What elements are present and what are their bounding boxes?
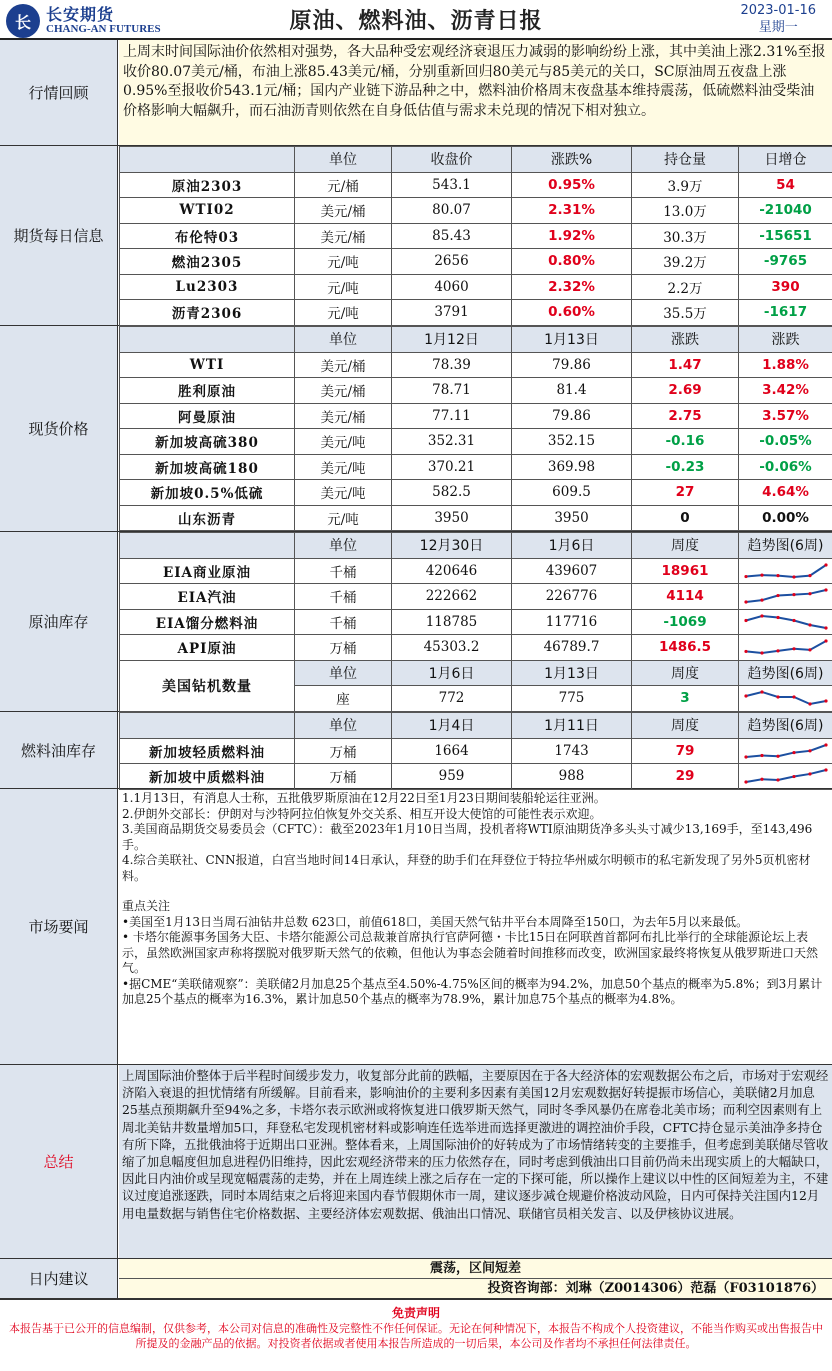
focus-title: 重点关注	[122, 899, 171, 913]
advice-box	[119, 1259, 832, 1298]
section-label: 市场要闻	[0, 789, 118, 1064]
table-cell: 千桶	[295, 609, 392, 635]
trend-cell	[739, 558, 832, 584]
trend-point	[824, 626, 827, 629]
trend-point	[776, 616, 779, 619]
fuel-inventory-table	[119, 712, 832, 790]
spot-table	[119, 326, 832, 531]
section-label: 燃料油库存	[0, 712, 118, 788]
trend-line	[746, 770, 826, 782]
company-logo-icon: 长	[6, 4, 40, 38]
trend-point	[776, 574, 779, 577]
trend-line	[746, 692, 826, 704]
change-pct: -0.05%	[739, 429, 832, 455]
summary-text: 上周国际油价整体于后半程时间缓步发力，收复部分此前的跌幅，主要原因在于各大经济体的宏观数据公布之后，市场对于宏观经济陷入衰退的担忧情绪有所缓解。目前看来，影响油价的主要利多因素有美国12月宏观数据好转提振市场信心，美联储2月加息25基点预期飙升至94%之多，卡塔尔表示欧洲或将恢复进口俄罗斯天然气，同时冬季风暴仍在席卷北美市场；而利空因素则有上周北美钻井数量增加5口，拜登私宅发现机密材料或影响连任选举进而选择更激进的调控油价手段，CFTC持仓显示美油净多持仓有所下降，五批俄油将于近期出口亚洲。整体看来，上周国际油价的好转成为了市场情绪转变的主要推手，但考虑到美联储尽管收缩了加息幅度但加息进程仍旧维持，因此宏观经济带来的压力依然存在，同时考虑到俄油出口目前仍尚未出现实质上的大幅缺口，因此日内油价或呈现宽幅震荡的走势，并在上周连续上涨之后存在一定的下探可能，所以操作上建议以中性的区间短差为主，不建议过度追涨逐跌，同时本周结束之后将迎来国内春节假期休市一周，建议逐步减仓规避价格波动风险，日内可保持关注国内12月用电量数据与销售住宅价格数据、主要经济体宏观数据、俄油出口情况、联储官员相关发言、以及伊核协议进展。	[119, 1065, 832, 1258]
trend-line	[746, 616, 826, 628]
trend-line	[746, 745, 826, 757]
trend-point	[824, 563, 827, 566]
table-header-row	[120, 713, 832, 739]
table-cell: 959	[392, 764, 512, 790]
table-cell: 81.4	[512, 378, 632, 404]
trend-sparkline	[742, 689, 830, 707]
trend-point	[824, 700, 827, 703]
trend-sparkline	[742, 613, 830, 631]
change-pct: 3.42%	[739, 378, 832, 404]
table-cell: 13.0万	[632, 198, 739, 224]
market-review-section	[0, 40, 832, 146]
column-header: 持仓量	[632, 147, 739, 173]
trend-point	[760, 652, 763, 655]
trend-point	[760, 778, 763, 781]
weekly-change: 29	[632, 764, 739, 790]
table-cell: 座	[295, 686, 392, 712]
inventory-name: EIA馏分燃料油	[120, 609, 295, 635]
change-value: -0.23	[632, 454, 739, 480]
rig-count-label: 美国钻机数量	[120, 660, 295, 711]
disclaimer	[0, 1300, 832, 1351]
trend-point	[792, 775, 795, 778]
table-row	[120, 300, 832, 326]
change-pct: 4.64%	[739, 480, 832, 506]
table-cell: 千桶	[295, 584, 392, 610]
change-pct: 2.31%	[512, 198, 632, 224]
column-header: 单位	[295, 533, 392, 559]
brand-name-cn: 长安期货	[46, 5, 115, 24]
focus-item: •据CME“美联储观察”：美联储2月加息25个基点至4.50%-4.75%区间的概率为94.2%，加息50个基点的概率为5.8%；到3月累计加息25个基点的概率为16.3%，累计加息50个基点的概率为78.9%，累计加息75个基点的概率为4.8%。	[122, 976, 823, 1006]
spot-name: WTI	[120, 352, 295, 378]
column-header: 1月6日	[392, 660, 512, 686]
table-cell: 2.2万	[632, 274, 739, 300]
spot-name: 山东沥青	[120, 505, 295, 531]
table-row	[120, 609, 832, 635]
trend-point	[760, 614, 763, 617]
focus-item: •美国至1月13日当周石油钻井总数 623口，前值618口，美国天然气钻井平台本周降至150口，为去年5月以来最低。	[122, 914, 749, 929]
column-header: 趋势图(6周)	[739, 660, 832, 686]
futures-section	[0, 146, 832, 326]
table-cell: 609.5	[512, 480, 632, 506]
table-cell: 万桶	[295, 738, 392, 764]
trend-point	[824, 743, 827, 746]
change-value: 1.47	[632, 352, 739, 378]
trend-point	[792, 619, 795, 622]
trend-cell	[739, 609, 832, 635]
spot-name: 新加坡高硫180	[120, 454, 295, 480]
trend-point	[808, 574, 811, 577]
daily-oi-change: -15651	[739, 223, 832, 249]
trend-point	[744, 650, 747, 653]
table-cell: 77.11	[392, 403, 512, 429]
weekly-change: 79	[632, 738, 739, 764]
trend-point	[776, 754, 779, 757]
table-row	[120, 223, 832, 249]
change-pct: 1.88%	[739, 352, 832, 378]
change-pct: 0.80%	[512, 249, 632, 275]
column-header: 涨跌	[739, 327, 832, 353]
advice-section	[0, 1259, 832, 1300]
contract-name: Lu2303	[120, 274, 295, 300]
weekly-change: 1486.5	[632, 635, 739, 661]
table-cell: 元/吨	[295, 249, 392, 275]
contract-name: 燃油2305	[120, 249, 295, 275]
weekly-change: 18961	[632, 558, 739, 584]
change-value: -0.16	[632, 429, 739, 455]
weekday-value: 星期一	[758, 20, 798, 35]
column-header: 1月13日	[512, 327, 632, 353]
column-header: 涨跌	[632, 327, 739, 353]
column-header: 收盘价	[392, 147, 512, 173]
inventory-name: API原油	[120, 635, 295, 661]
column-header: 1月11日	[512, 713, 632, 739]
trend-point	[824, 640, 827, 643]
trend-point	[776, 650, 779, 653]
section-label: 现货价格	[0, 326, 118, 531]
trend-point	[760, 691, 763, 694]
trend-point	[776, 696, 779, 699]
trend-point	[824, 769, 827, 772]
trend-sparkline	[742, 742, 830, 760]
spot-name: 胜利原油	[120, 378, 295, 404]
table-row	[120, 454, 832, 480]
table-row	[120, 274, 832, 300]
table-cell: 万桶	[295, 635, 392, 661]
column-header: 周度	[632, 660, 739, 686]
table-row	[120, 480, 832, 506]
table-cell: 美元/桶	[295, 378, 392, 404]
change-pct: 3.57%	[739, 403, 832, 429]
trend-line	[746, 590, 826, 602]
column-header: 1月13日	[512, 660, 632, 686]
table-cell: 美元/桶	[295, 352, 392, 378]
table-cell: 775	[512, 686, 632, 712]
trend-point	[792, 575, 795, 578]
trend-cell	[739, 584, 832, 610]
table-cell: 45303.2	[392, 635, 512, 661]
column-header	[120, 533, 295, 559]
table-cell: 元/吨	[295, 300, 392, 326]
trend-point	[824, 589, 827, 592]
column-header: 趋势图(6周)	[739, 533, 832, 559]
disclaimer-text: 本报告基于已公开的信息编制，仅供参考，本公司对信息的准确性及完整性不作任何保证。无论在何种情况下，本报告不构成个人投资建议，不能当作购买或出售报告中所提及的金融产品的依据。对投资者依据或者使用本报告所造成的一切后果，本公司及作者均不承担任何法律责任。	[9, 1322, 823, 1350]
table-row	[120, 635, 832, 661]
table-row	[120, 764, 832, 790]
advice-text: 震荡，区间短差	[119, 1259, 832, 1279]
news-item: 4.综合美联社、CNN报道，白宫当地时间14日承认，拜登的助手们在拜登位于特拉华州威尔明顿市的私宅新发现了另外5页机密材料。	[122, 853, 811, 883]
table-cell: 439607	[512, 558, 632, 584]
column-header: 趋势图(6周)	[739, 713, 832, 739]
table-cell: 80.07	[392, 198, 512, 224]
column-header: 1月12日	[392, 327, 512, 353]
table-cell: 美元/桶	[295, 223, 392, 249]
report-date	[740, 2, 816, 36]
trend-point	[792, 647, 795, 650]
table-row	[120, 172, 832, 198]
section-label: 总结	[0, 1065, 118, 1258]
column-header: 单位	[295, 660, 392, 686]
table-cell: 元/吨	[295, 505, 392, 531]
table-cell: 美元/桶	[295, 198, 392, 224]
change-pct: 0.95%	[512, 172, 632, 198]
inventory-name: EIA商业原油	[120, 558, 295, 584]
table-cell: 78.71	[392, 378, 512, 404]
trend-point	[792, 751, 795, 754]
weekly-change: 3	[632, 686, 739, 712]
trend-point	[808, 623, 811, 626]
table-cell: 420646	[392, 558, 512, 584]
trend-sparkline	[742, 638, 830, 656]
table-cell: 988	[512, 764, 632, 790]
table-cell: 3950	[392, 505, 512, 531]
table-cell: 226776	[512, 584, 632, 610]
column-header: 1月6日	[512, 533, 632, 559]
table-row	[120, 505, 832, 531]
news-section	[0, 789, 832, 1065]
crude-inventory-table	[119, 532, 832, 712]
table-cell: 美元/桶	[295, 403, 392, 429]
daily-oi-change: -21040	[739, 198, 832, 224]
trend-cell	[739, 764, 832, 790]
fuel-inventory-section	[0, 712, 832, 789]
contract-name: 沥青2306	[120, 300, 295, 326]
table-cell: 美元/吨	[295, 429, 392, 455]
daily-oi-change: 390	[739, 274, 832, 300]
table-cell: 30.3万	[632, 223, 739, 249]
analyst-info: 投资咨询部：刘琳（Z0014306）范磊（F03101876）	[487, 1281, 824, 1296]
trend-point	[744, 781, 747, 784]
spot-name: 新加坡0.5%低硫	[120, 480, 295, 506]
news-item: 1.1月13日，有消息人士称，五批俄罗斯原油在12月22日至1月23日期间装船轮运往亚洲。	[122, 791, 606, 805]
column-header	[120, 327, 295, 353]
table-cell: 352.15	[512, 429, 632, 455]
table-header-row	[120, 533, 832, 559]
trend-point	[808, 703, 811, 706]
daily-oi-change: -9765	[739, 249, 832, 275]
contract-name: 原油2303	[120, 172, 295, 198]
report-header	[0, 0, 832, 40]
table-row	[120, 558, 832, 584]
weekly-change: -1069	[632, 609, 739, 635]
trend-cell	[739, 686, 832, 712]
table-row	[120, 378, 832, 404]
table-cell: 78.39	[392, 352, 512, 378]
section-label: 期货每日信息	[0, 146, 118, 325]
table-row	[120, 198, 832, 224]
table-row	[120, 352, 832, 378]
table-row	[120, 429, 832, 455]
table-cell: 369.98	[512, 454, 632, 480]
trend-point	[808, 749, 811, 752]
table-cell: 582.5	[392, 480, 512, 506]
trend-point	[744, 619, 747, 622]
change-pct: 2.32%	[512, 274, 632, 300]
table-cell: 543.1	[392, 172, 512, 198]
contract-name: WTI02	[120, 198, 295, 224]
column-header: 单位	[295, 147, 392, 173]
table-cell: 元/桶	[295, 172, 392, 198]
change-pct: 0.00%	[739, 505, 832, 531]
column-header	[120, 147, 295, 173]
daily-oi-change: -1617	[739, 300, 832, 326]
disclaimer-title: 免责声明	[391, 1306, 440, 1320]
table-cell: 2656	[392, 249, 512, 275]
table-cell: 79.86	[512, 403, 632, 429]
change-pct: 1.92%	[512, 223, 632, 249]
inventory-name: 新加坡轻质燃料油	[120, 738, 295, 764]
column-header: 单位	[295, 713, 392, 739]
column-header: 1月4日	[392, 713, 512, 739]
trend-point	[744, 575, 747, 578]
focus-item: • 卡塔尔能源事务国务大臣、卡塔尔能源公司总裁兼首席执行官萨阿德・卡比15日在阿联酋首都阿布扎比举行的全球能源论坛上表示，虽然欧洲国家声称将摆脱对俄罗斯天然气的依赖，但他认为事态会随着时间推移而改变，欧洲国家最终将恢复从俄罗斯进口天然气。	[122, 930, 819, 975]
trend-line	[746, 641, 826, 653]
trend-point	[760, 754, 763, 757]
brand-name-en: CHANG-AN FUTURES	[46, 23, 161, 35]
trend-point	[808, 592, 811, 595]
table-cell: 35.5万	[632, 300, 739, 326]
trend-point	[760, 573, 763, 576]
trend-cell	[739, 738, 832, 764]
spot-name: 阿曼原油	[120, 403, 295, 429]
trend-sparkline	[742, 767, 830, 785]
trend-point	[808, 773, 811, 776]
column-header: 日增仓	[739, 147, 832, 173]
trend-point	[776, 779, 779, 782]
table-row	[120, 584, 832, 610]
table-cell: 3950	[512, 505, 632, 531]
column-header: 周度	[632, 713, 739, 739]
section-label: 原油库存	[0, 532, 118, 711]
report-title: 原油、燃料油、沥青日报	[289, 9, 543, 34]
summary-section	[0, 1065, 832, 1259]
market-review-text: 上周末时间国际油价依然相对强势，各大品种受宏观经济衰退压力减弱的影响纷纷上涨，其中美油上涨2.31%至报收价80.07美元/桶，布油上涨85.43美元/桶，分别重新回归80美元与85美元的关口，SC原油周五夜盘上涨0.95%至报收价543.1元/桶；国内产业链下游品种之中，燃料油价格周末夜盘基本维持震荡，低硫燃料油受柴油价格影响大幅飙升，而石油沥青则依然在自身低估值与需求未兑现的情况下相对独立。	[119, 40, 832, 145]
change-pct: -0.06%	[739, 454, 832, 480]
trend-point	[808, 649, 811, 652]
table-row	[120, 403, 832, 429]
section-label: 日内建议	[0, 1259, 118, 1298]
change-pct: 0.60%	[512, 300, 632, 326]
table-cell: 1664	[392, 738, 512, 764]
futures-table	[119, 146, 832, 326]
table-cell: 3791	[392, 300, 512, 326]
table-cell: 79.86	[512, 352, 632, 378]
change-value: 2.75	[632, 403, 739, 429]
table-header-row	[120, 147, 832, 173]
trend-point	[744, 601, 747, 604]
table-cell: 4060	[392, 274, 512, 300]
table-cell: 1743	[512, 738, 632, 764]
table-row	[120, 249, 832, 275]
section-label: 行情回顾	[0, 40, 118, 145]
table-cell: 美元/吨	[295, 480, 392, 506]
trend-line	[746, 565, 826, 577]
table-cell: 85.43	[392, 223, 512, 249]
table-cell: 370.21	[392, 454, 512, 480]
change-value: 2.69	[632, 378, 739, 404]
trend-point	[776, 594, 779, 597]
trend-point	[744, 755, 747, 758]
trend-point	[792, 696, 795, 699]
table-cell: 元/吨	[295, 274, 392, 300]
trend-sparkline	[742, 562, 830, 580]
spot-name: 新加坡高硫380	[120, 429, 295, 455]
contract-name: 布伦特03	[120, 223, 295, 249]
table-cell: 117716	[512, 609, 632, 635]
table-header-row	[120, 327, 832, 353]
crude-inventory-section	[0, 532, 832, 712]
trend-point	[760, 599, 763, 602]
column-header: 涨跌%	[512, 147, 632, 173]
table-row	[120, 738, 832, 764]
change-value: 27	[632, 480, 739, 506]
news-text	[119, 789, 832, 1064]
table-cell: 118785	[392, 609, 512, 635]
table-cell: 3.9万	[632, 172, 739, 198]
trend-point	[744, 695, 747, 698]
trend-sparkline	[742, 587, 830, 605]
table-cell: 772	[392, 686, 512, 712]
daily-oi-change: 54	[739, 172, 832, 198]
trend-cell	[739, 635, 832, 661]
column-header: 12月30日	[392, 533, 512, 559]
weekly-change: 4114	[632, 584, 739, 610]
table-header-row	[120, 660, 832, 686]
table-cell: 美元/吨	[295, 454, 392, 480]
date-value: 2023-01-16	[740, 3, 816, 18]
column-header	[120, 713, 295, 739]
news-item: 2.伊朗外交部长：伊朗对与沙特阿拉伯恢复外交关系、相互开设大使馆的可能性表示欢迎。	[122, 806, 602, 821]
table-cell: 46789.7	[512, 635, 632, 661]
spot-section	[0, 326, 832, 532]
trend-point	[792, 593, 795, 596]
table-cell: 39.2万	[632, 249, 739, 275]
news-item: 3.美国商品期货交易委员会（CFTC）：截至2023年1月10日当周，投机者将WTI原油期货净多头头寸减少13,169手，至143,496手。	[122, 822, 813, 852]
table-cell: 万桶	[295, 764, 392, 790]
column-header: 单位	[295, 327, 392, 353]
column-header: 周度	[632, 533, 739, 559]
table-cell: 222662	[392, 584, 512, 610]
inventory-name: 新加坡中质燃料油	[120, 764, 295, 790]
inventory-name: EIA汽油	[120, 584, 295, 610]
table-cell: 千桶	[295, 558, 392, 584]
change-value: 0	[632, 505, 739, 531]
table-cell: 352.31	[392, 429, 512, 455]
